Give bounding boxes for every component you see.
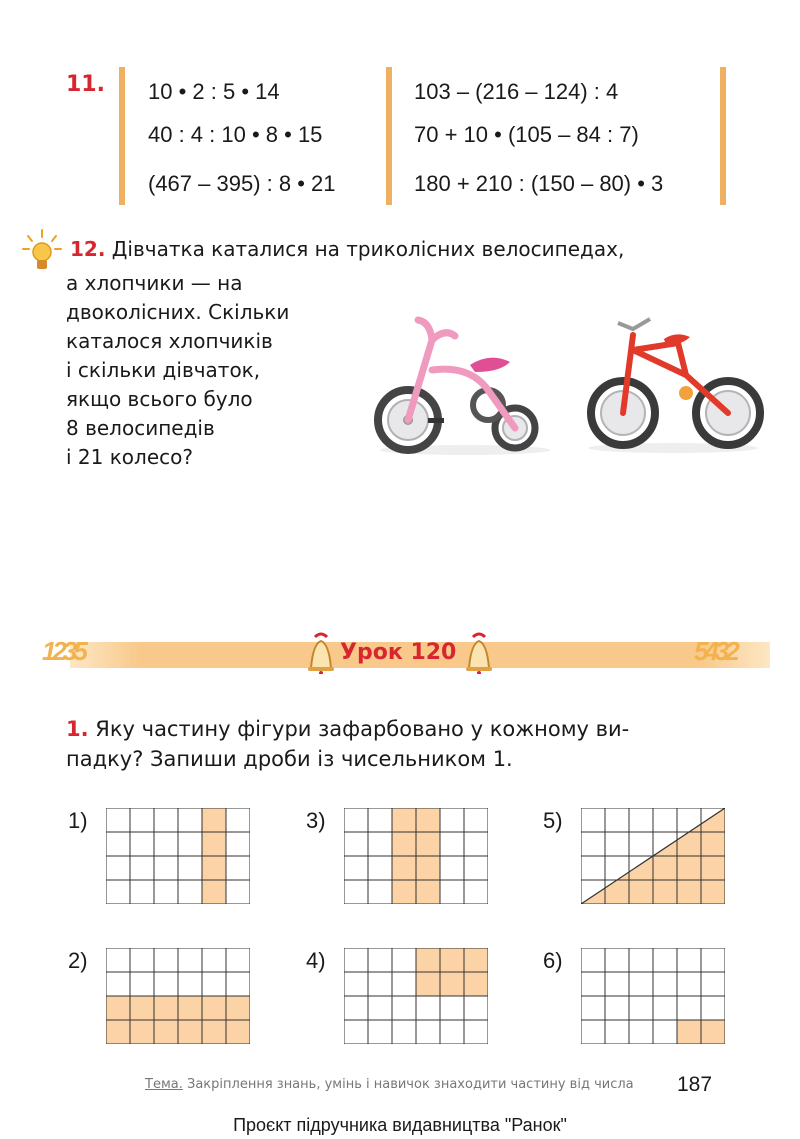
grid-cell (368, 1020, 392, 1044)
grid-cell (440, 1020, 464, 1044)
grid-cell (416, 948, 440, 972)
grid-cell (464, 880, 488, 904)
grid-cell (344, 808, 368, 832)
grid-cell (130, 948, 154, 972)
grid-cell (178, 832, 202, 856)
grid-cell (178, 856, 202, 880)
lightbulb-icon (20, 228, 64, 276)
fraction-grid-6 (581, 948, 725, 1044)
grid-cell (154, 880, 178, 904)
grid-cell (130, 972, 154, 996)
grid-cell (629, 948, 653, 972)
bar-middle (386, 67, 392, 205)
expr-left-2: 40 : 4 : 10 • 8 • 15 (148, 122, 323, 147)
grid-cell (677, 948, 701, 972)
lesson-title (340, 640, 456, 665)
bell-icon (463, 632, 495, 674)
grid-cell (440, 856, 464, 880)
grid-cell (344, 832, 368, 856)
red-bicycle (578, 305, 768, 455)
grid-cell (154, 996, 178, 1020)
grid-cell (653, 1020, 677, 1044)
grid-cell (581, 996, 605, 1020)
grid-cell (154, 808, 178, 832)
grid-cell (106, 948, 130, 972)
expr-left-3: (467 – 395) : 8 • 21 (148, 171, 336, 196)
grid-cell (106, 880, 130, 904)
grid-cell (226, 880, 250, 904)
grid-label-1: 1) (68, 808, 88, 833)
grid-cell (464, 972, 488, 996)
grid-cell (154, 832, 178, 856)
grid-cell (701, 996, 725, 1020)
exercise-12-line-8: і 21 колесо? (66, 445, 193, 469)
grid-cell (416, 1020, 440, 1044)
grid-label-6: 6) (543, 948, 563, 973)
grid-cell (202, 948, 226, 972)
exercise-12-line-3: двоколісних. Скільки (66, 300, 290, 324)
grid-cell (202, 1020, 226, 1044)
grid-cell (344, 856, 368, 880)
grid-cell (344, 948, 368, 972)
grid-cell (581, 808, 605, 832)
grid-cell (605, 996, 629, 1020)
grid-cell (202, 808, 226, 832)
footer-topic (145, 1077, 634, 1092)
grid-cell (178, 1020, 202, 1044)
grid-cell (392, 996, 416, 1020)
grid-label-5: 5) (543, 808, 563, 833)
grid-cell (392, 832, 416, 856)
grid-cell (464, 808, 488, 832)
grid-cell (653, 948, 677, 972)
grid-cell (130, 856, 154, 880)
exercise-1-line-2: падку? Запиши дроби із чисельником 1. (66, 747, 513, 771)
exercise-12-line-5: і скільки дівчаток, (66, 358, 261, 382)
grid-cell (677, 996, 701, 1020)
grid-cell (154, 972, 178, 996)
grid-cell (392, 972, 416, 996)
grid-cell (629, 972, 653, 996)
grid-cell (701, 948, 725, 972)
grid-cell (581, 972, 605, 996)
grid-cell (629, 808, 653, 832)
grid-cell (226, 948, 250, 972)
exercise-11-number: 11. (66, 72, 105, 97)
exercise-1-line-1: 1. Яку частину фігури зафарбовано у кожному ви- (66, 717, 630, 741)
page-number: 187 (677, 1073, 713, 1096)
exercise-12-number: 12. (70, 237, 106, 261)
grid-cell (202, 880, 226, 904)
grid-cell (368, 856, 392, 880)
expr-right-2: 70 + 10 • (105 – 84 : 7) (414, 122, 639, 147)
grid-cell (392, 1020, 416, 1044)
expr-right-1: 103 – (216 – 124) : 4 (414, 79, 619, 104)
fraction-grid-3 (344, 808, 488, 904)
grid-cell (464, 1020, 488, 1044)
grid-cell (154, 856, 178, 880)
bell-icon (305, 632, 337, 674)
grid-label-3: 3) (306, 808, 326, 833)
bar-left (119, 67, 125, 205)
grid-label-2: 2) (68, 948, 88, 973)
grid-cell (368, 996, 392, 1020)
grid-cell (226, 856, 250, 880)
grid-cell (440, 880, 464, 904)
grid-cell (392, 808, 416, 832)
grid-cell (605, 948, 629, 972)
grid-cell (344, 1020, 368, 1044)
grid-cell (226, 1020, 250, 1044)
grid-cell (368, 972, 392, 996)
grid-cell (464, 948, 488, 972)
expr-right-3: 180 + 210 : (150 – 80) • 3 (414, 171, 664, 196)
exercise-12-line-2: а хлопчики — на (66, 271, 243, 295)
grid-cell (154, 948, 178, 972)
grid-cell (154, 1020, 178, 1044)
grid-cell (368, 832, 392, 856)
grid-cell (701, 972, 725, 996)
grid-cell (629, 1020, 653, 1044)
grid-cell (106, 972, 130, 996)
grid-cell (130, 996, 154, 1020)
grid-cell (605, 972, 629, 996)
footer-topic-label: Тема. (145, 1077, 183, 1092)
grid-cell (464, 996, 488, 1020)
grid-cell (226, 832, 250, 856)
grid-cell (677, 972, 701, 996)
grid-cell (226, 996, 250, 1020)
grid-cell (653, 972, 677, 996)
grid-cell (440, 996, 464, 1020)
grid-cell (581, 856, 605, 880)
grid-cell (416, 808, 440, 832)
grid-cell (178, 996, 202, 1020)
grid-cell (344, 972, 368, 996)
grid-cell (226, 972, 250, 996)
exercise-12-line-7: 8 велосипедів (66, 416, 215, 440)
grid-cell (416, 856, 440, 880)
grid-cell (653, 996, 677, 1020)
grid-cell (464, 856, 488, 880)
grid-cell (677, 1020, 701, 1044)
grid-cell (416, 880, 440, 904)
grid-cell (605, 808, 629, 832)
footer-topic-text: Закріплення знань, умінь і навичок знаходити частину від числа (187, 1077, 634, 1092)
fraction-grid-5 (581, 808, 725, 904)
grid-cell (392, 948, 416, 972)
grid-cell (581, 948, 605, 972)
grid-cell (344, 880, 368, 904)
grid-cell (629, 832, 653, 856)
project-note: Проєкт підручника видавництва "Ранок" (233, 1115, 567, 1135)
grid-cell (202, 996, 226, 1020)
exercise-12-line-4: каталося хлопчиків (66, 329, 273, 353)
grid-cell (178, 948, 202, 972)
lesson-banner-left-digits: 1235 (42, 636, 84, 666)
grid-cell (130, 808, 154, 832)
exercise-12-line-6: якщо всього було (66, 387, 253, 411)
grid-label-4: 4) (306, 948, 326, 973)
fraction-grid-4 (344, 948, 488, 1044)
grid-cell (202, 832, 226, 856)
grid-cell (701, 1020, 725, 1044)
fraction-grid-1 (106, 808, 250, 904)
pink-tricycle (370, 310, 560, 460)
grid-cell (178, 972, 202, 996)
grid-cell (106, 832, 130, 856)
exercise-1-number: 1. (66, 717, 89, 741)
grid-cell (440, 808, 464, 832)
fraction-grid-2 (106, 948, 250, 1044)
grid-cell (416, 972, 440, 996)
grid-cell (581, 832, 605, 856)
grid-cell (106, 1020, 130, 1044)
grid-cell (130, 832, 154, 856)
grid-cell (368, 808, 392, 832)
grid-cell (629, 996, 653, 1020)
lesson-banner-right-digits: 5432 (694, 636, 736, 666)
grid-cell (202, 856, 226, 880)
grid-cell (130, 1020, 154, 1044)
grid-cell (392, 880, 416, 904)
grid-cell (440, 948, 464, 972)
grid-cell (178, 880, 202, 904)
grid-cell (392, 856, 416, 880)
grid-cell (106, 808, 130, 832)
grid-cell (368, 880, 392, 904)
grid-cell (605, 1020, 629, 1044)
grid-cell (653, 808, 677, 832)
grid-cell (416, 996, 440, 1020)
grid-cell (440, 972, 464, 996)
expr-left-1: 10 • 2 : 5 • 14 (148, 79, 280, 104)
grid-cell (130, 880, 154, 904)
grid-cell (106, 856, 130, 880)
grid-cell (416, 832, 440, 856)
lesson-label: Урок (340, 640, 403, 665)
exercise-12-line-1: 12. Дівчатка каталися на триколісних велосипедах, (70, 237, 625, 261)
bar-right (720, 67, 726, 205)
grid-cell (106, 996, 130, 1020)
grid-cell (440, 832, 464, 856)
grid-cell (178, 808, 202, 832)
grid-cell (226, 808, 250, 832)
grid-cell (344, 996, 368, 1020)
grid-cell (464, 832, 488, 856)
grid-cell (202, 972, 226, 996)
lesson-number: 120 (410, 640, 457, 665)
grid-cell (605, 832, 629, 856)
grid-cell (581, 1020, 605, 1044)
grid-cell (368, 948, 392, 972)
